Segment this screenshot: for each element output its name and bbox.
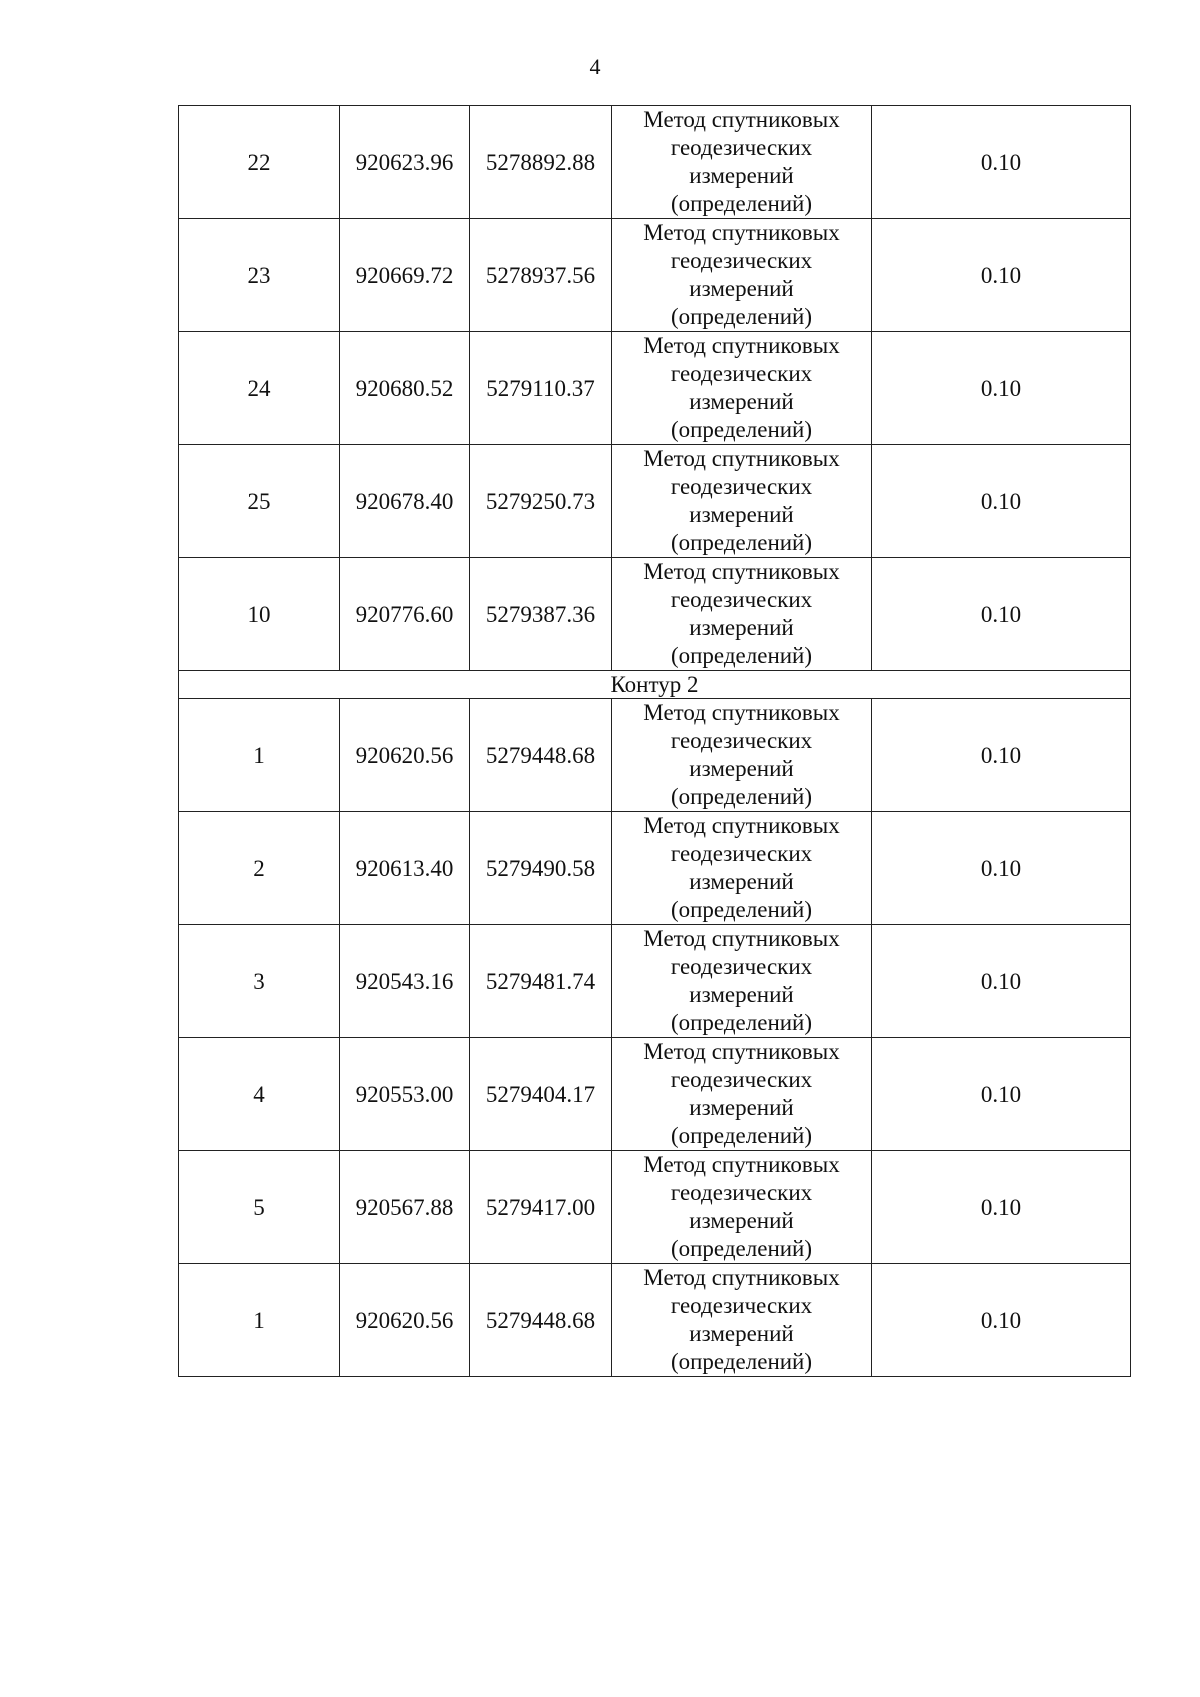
y-coordinate-cell: 5279448.68 [470, 699, 612, 812]
method-line: измерений [689, 1095, 794, 1120]
method-cell [612, 106, 872, 219]
point-number-cell: 4 [179, 1038, 340, 1151]
method-cell [612, 558, 872, 671]
method-line: Метод спутниковых [643, 926, 840, 951]
table-row [179, 106, 1131, 219]
method-cell [612, 1151, 872, 1264]
table-row [179, 445, 1131, 558]
method-line: измерений [689, 869, 794, 894]
x-coordinate-cell: 920567.88 [340, 1151, 470, 1264]
point-number-cell: 5 [179, 1151, 340, 1264]
x-coordinate-cell: 920553.00 [340, 1038, 470, 1151]
y-coordinate-cell: 5279481.74 [470, 925, 612, 1038]
table-row [179, 1151, 1131, 1264]
x-coordinate-cell: 920623.96 [340, 106, 470, 219]
x-coordinate-cell: 920669.72 [340, 219, 470, 332]
method-line: геодезических [670, 728, 813, 753]
method-line: геодезических [670, 1067, 813, 1092]
method-line: геодезических [670, 587, 813, 612]
precision-cell: 0.10 [872, 1151, 1131, 1264]
method-line: геодезических [670, 361, 813, 386]
y-coordinate-cell: 5278937.56 [470, 219, 612, 332]
method-line: Метод спутниковых [643, 107, 840, 132]
point-number-cell: 22 [179, 106, 340, 219]
coordinates-table [178, 105, 1131, 1377]
method-line: измерений [689, 1208, 794, 1233]
method-line: Метод спутниковых [643, 220, 840, 245]
y-coordinate-cell: 5279417.00 [470, 1151, 612, 1264]
method-line: Метод спутниковых [643, 700, 840, 725]
y-coordinate-cell: 5279448.68 [470, 1264, 612, 1377]
method-line: Метод спутниковых [643, 446, 840, 471]
y-coordinate-cell: 5279250.73 [470, 445, 612, 558]
method-line: Метод спутниковых [643, 1039, 840, 1064]
x-coordinate-cell: 920678.40 [340, 445, 470, 558]
table-row [179, 332, 1131, 445]
table-row [179, 1264, 1131, 1377]
method-line: измерений [689, 502, 794, 527]
x-coordinate-cell: 920613.40 [340, 812, 470, 925]
precision-cell: 0.10 [872, 219, 1131, 332]
point-number-cell: 24 [179, 332, 340, 445]
y-coordinate-cell: 5279490.58 [470, 812, 612, 925]
method-line: (определений) [670, 1123, 813, 1148]
method-line: (определений) [670, 191, 813, 216]
precision-cell: 0.10 [872, 1038, 1131, 1151]
method-line: измерений [689, 1321, 794, 1346]
method-line: измерений [689, 756, 794, 781]
x-coordinate-cell: 920620.56 [340, 699, 470, 812]
page-number: 4 [589, 54, 601, 79]
table-row [179, 699, 1131, 812]
point-number-cell: 10 [179, 558, 340, 671]
precision-cell: 0.10 [872, 106, 1131, 219]
point-number-cell: 1 [179, 1264, 340, 1377]
table-row [179, 1038, 1131, 1151]
method-line: геодезических [670, 954, 813, 979]
point-number-cell: 25 [179, 445, 340, 558]
method-line: (определений) [670, 1010, 813, 1035]
y-coordinate-cell: 5278892.88 [470, 106, 612, 219]
method-line: Метод спутниковых [643, 1265, 840, 1290]
method-line: геодезических [670, 1293, 813, 1318]
method-line: Метод спутниковых [643, 559, 840, 584]
point-number-cell: 2 [179, 812, 340, 925]
point-number-cell: 1 [179, 699, 340, 812]
method-line: измерений [689, 163, 794, 188]
method-line: Метод спутниковых [643, 1152, 840, 1177]
x-coordinate-cell: 920543.16 [340, 925, 470, 1038]
method-line: (определений) [670, 1349, 813, 1374]
method-line: (определений) [670, 417, 813, 442]
method-line: геодезических [670, 248, 813, 273]
x-coordinate-cell: 920776.60 [340, 558, 470, 671]
x-coordinate-cell: 920620.56 [340, 1264, 470, 1377]
method-cell [612, 699, 872, 812]
table-row [179, 925, 1131, 1038]
precision-cell: 0.10 [872, 332, 1131, 445]
method-line: (определений) [670, 897, 813, 922]
precision-cell: 0.10 [872, 699, 1131, 812]
y-coordinate-cell: 5279110.37 [470, 332, 612, 445]
precision-cell: 0.10 [872, 925, 1131, 1038]
coordinates-table-container [178, 105, 1130, 1377]
method-line: геодезических [670, 135, 813, 160]
method-line: измерений [689, 615, 794, 640]
precision-cell: 0.10 [872, 1264, 1131, 1377]
method-line: геодезических [670, 474, 813, 499]
method-line: (определений) [670, 643, 813, 668]
coordinates-table-body [179, 106, 1131, 1377]
method-line: (определений) [670, 1236, 813, 1261]
method-line: измерений [689, 982, 794, 1007]
method-cell [612, 1038, 872, 1151]
method-line: измерений [689, 276, 794, 301]
method-line: Метод спутниковых [643, 333, 840, 358]
y-coordinate-cell: 5279387.36 [470, 558, 612, 671]
method-line: геодезических [670, 841, 813, 866]
table-row [179, 558, 1131, 671]
table-row [179, 812, 1131, 925]
method-line: геодезических [670, 1180, 813, 1205]
method-cell [612, 332, 872, 445]
method-cell [612, 925, 872, 1038]
method-line: (определений) [670, 304, 813, 329]
table-row [179, 219, 1131, 332]
method-line: измерений [689, 389, 794, 414]
section-title-cell: Контур 2 [179, 671, 1131, 699]
precision-cell: 0.10 [872, 445, 1131, 558]
method-cell [612, 445, 872, 558]
section-row [179, 671, 1131, 699]
precision-cell: 0.10 [872, 558, 1131, 671]
method-line: Метод спутниковых [643, 813, 840, 838]
method-line: (определений) [670, 530, 813, 555]
method-cell [612, 812, 872, 925]
y-coordinate-cell: 5279404.17 [470, 1038, 612, 1151]
point-number-cell: 3 [179, 925, 340, 1038]
method-cell [612, 1264, 872, 1377]
method-line: (определений) [670, 784, 813, 809]
method-cell [612, 219, 872, 332]
precision-cell: 0.10 [872, 812, 1131, 925]
x-coordinate-cell: 920680.52 [340, 332, 470, 445]
point-number-cell: 23 [179, 219, 340, 332]
